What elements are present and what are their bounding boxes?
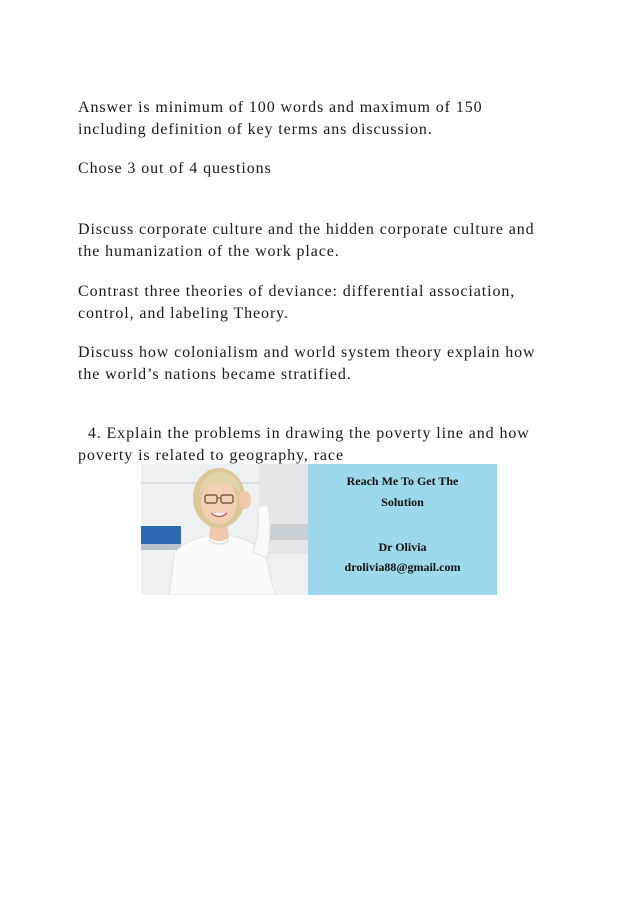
promo-headline: Reach Me To Get The — [346, 474, 459, 488]
promo-headline-continued: Solution — [381, 495, 424, 509]
choose-questions-text: Chose 3 out of 4 questions — [78, 160, 272, 177]
question-2: Contrast three theories of deviance: differential association, control, and labeling Theory. — [78, 283, 516, 322]
instructions-text: Answer is minimum of 100 words and maximum of 150 including definition of key terms ans discussion. — [78, 99, 483, 138]
tutor-advert-banner — [141, 464, 497, 595]
tutor-name: Dr Olivia — [378, 540, 427, 554]
tutor-email: drolivia88@gmail.com — [344, 560, 461, 574]
question-1: Discuss corporate culture and the hidden corporate culture and the humanization of the work place. — [78, 221, 535, 260]
question-4: 4. Explain the problems in drawing the poverty line and how poverty is related to geography, race — [78, 425, 530, 464]
contact-panel — [308, 464, 497, 595]
tutor-photo — [141, 464, 308, 595]
question-3: Discuss how colonialism and world system theory explain how the world’s nations became stratified. — [78, 344, 536, 383]
